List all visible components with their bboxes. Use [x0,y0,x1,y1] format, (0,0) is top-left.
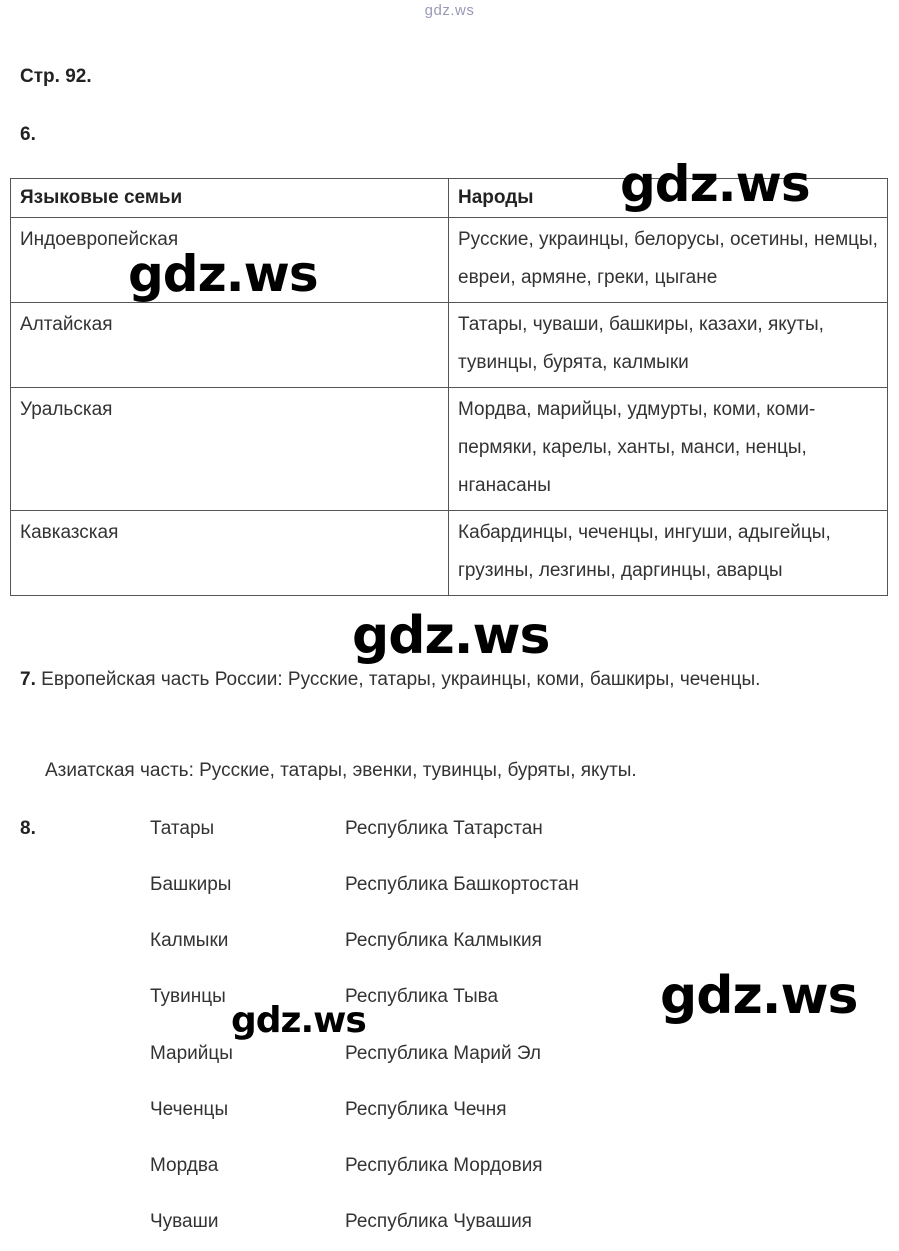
people-name: Татары [150,818,215,839]
task-7-european [20,661,877,699]
page-reference: Стр. 92. [20,66,92,87]
watermark: gdz.ws [128,245,318,303]
column-header-families: Языковые семьи [11,179,449,218]
republic-name: Республика Чечня [345,1099,507,1120]
language-families-table [10,178,888,596]
watermark: gdz.ws [231,1000,366,1041]
list-item [0,1099,899,1129]
table-row [11,511,888,596]
republic-name: Республика Башкортостан [345,874,579,895]
family-cell: Уральская [11,388,449,511]
list-item [0,818,899,848]
republic-name: Республика Мордовия [345,1155,543,1176]
task-8-number: 8. [20,818,36,839]
people-name: Чуваши [150,1211,219,1232]
task-6-number: 6. [20,124,36,145]
people-name: Чеченцы [150,1099,229,1120]
people-name: Марийцы [150,1043,233,1064]
site-header-link[interactable]: gdz.ws [424,2,475,19]
watermark: gdz.ws [352,606,550,666]
people-name: Башкиры [150,874,232,895]
watermark: gdz.ws [620,155,810,213]
republic-name: Республика Тыва [345,986,499,1007]
column-header-peoples: Народы [449,179,888,218]
peoples-cell: Татары, чуваши, башкиры, казахи, якуты, тувинцы, бурята, калмыки [449,303,888,388]
list-item [0,1043,899,1073]
watermark: gdz.ws [660,966,858,1026]
peoples-cell: Кабардинцы, чеченцы, ингуши, адыгейцы, грузины, лезгины, даргинцы, аварцы [449,511,888,596]
task-7-european-text: Европейская часть России: Русские, татары, украинцы, коми, башкиры, чеченцы. [41,669,761,690]
list-item [0,1211,899,1241]
republic-name: Республика Калмыкия [345,930,542,951]
republic-name: Республика Чувашия [345,1211,532,1232]
family-cell: Алтайская [11,303,449,388]
list-item [0,1155,899,1185]
republic-name: Республика Марий Эл [345,1043,542,1064]
list-item [0,930,899,960]
table-row [11,303,888,388]
table-row [11,388,888,511]
republic-name: Республика Татарстан [345,818,543,839]
task-7-number: 7. [20,669,36,690]
task-7-asian-text: Азиатская часть: Русские, татары, эвенки, тувинцы, буряты, якуты. [45,760,637,781]
people-name: Мордва [150,1155,219,1176]
family-cell: Кавказская [11,511,449,596]
family-cell: Индоевропейская [11,218,449,303]
table-border-gap [0,598,306,604]
people-name: Тувинцы [150,986,226,1007]
list-item [0,874,899,904]
peoples-cell: Мордва, марийцы, удмурты, коми, коми-пермяки, карелы, ханты, манси, ненцы, нганасаны [449,388,888,511]
people-name: Калмыки [150,930,229,951]
peoples-cell: Русские, украинцы, белорусы, осетины, немцы, евреи, армяне, греки, цыгане [449,218,888,303]
